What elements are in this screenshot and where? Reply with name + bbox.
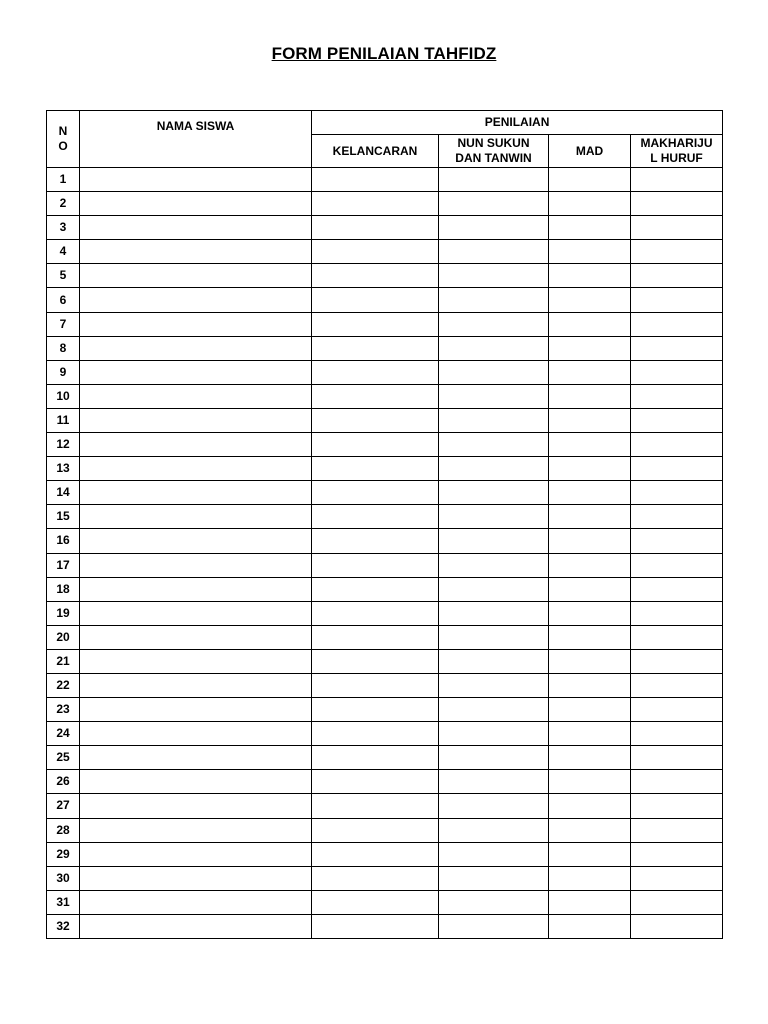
nama-siswa-cell[interactable] <box>80 818 312 842</box>
nama-siswa-cell[interactable] <box>80 433 312 457</box>
nama-siswa-cell[interactable] <box>80 577 312 601</box>
mad-cell[interactable] <box>549 264 631 288</box>
nun-sukun-cell[interactable] <box>439 890 549 914</box>
mad-cell[interactable] <box>549 481 631 505</box>
makhariju-cell[interactable] <box>631 818 723 842</box>
nun-sukun-cell[interactable] <box>439 433 549 457</box>
kelancaran-cell[interactable] <box>312 625 439 649</box>
table-row <box>47 168 723 192</box>
row-number: 2 <box>47 192 80 216</box>
makhariju-cell[interactable] <box>631 746 723 770</box>
nun-sukun-cell[interactable] <box>439 577 549 601</box>
mad-cell[interactable] <box>549 577 631 601</box>
nama-siswa-cell[interactable] <box>80 168 312 192</box>
kelancaran-cell[interactable] <box>312 384 439 408</box>
table-row <box>47 336 723 360</box>
table-row <box>47 866 723 890</box>
kelancaran-cell[interactable] <box>312 264 439 288</box>
kelancaran-cell[interactable] <box>312 240 439 264</box>
nun-sukun-cell[interactable] <box>439 360 549 384</box>
row-number: 24 <box>47 722 80 746</box>
kelancaran-cell[interactable] <box>312 336 439 360</box>
nun-sukun-cell[interactable] <box>439 698 549 722</box>
makhariju-cell[interactable] <box>631 384 723 408</box>
row-number: 13 <box>47 457 80 481</box>
table-row <box>47 264 723 288</box>
row-number: 21 <box>47 649 80 673</box>
nun-sukun-cell[interactable] <box>439 336 549 360</box>
mad-cell[interactable] <box>549 336 631 360</box>
kelancaran-cell[interactable] <box>312 288 439 312</box>
row-number: 1 <box>47 168 80 192</box>
nun-sukun-cell[interactable] <box>439 216 549 240</box>
nama-siswa-cell[interactable] <box>80 360 312 384</box>
nun-sukun-cell[interactable] <box>439 649 549 673</box>
kelancaran-cell[interactable] <box>312 312 439 336</box>
row-number: 23 <box>47 698 80 722</box>
mad-cell[interactable] <box>549 312 631 336</box>
makhariju-cell[interactable] <box>631 312 723 336</box>
kelancaran-cell[interactable] <box>312 601 439 625</box>
mad-cell[interactable] <box>549 192 631 216</box>
mad-cell[interactable] <box>549 866 631 890</box>
makhariju-cell[interactable] <box>631 601 723 625</box>
mad-cell[interactable] <box>549 722 631 746</box>
kelancaran-cell[interactable] <box>312 914 439 938</box>
nama-siswa-cell[interactable] <box>80 770 312 794</box>
header-penilaian: PENILAIAN <box>312 111 723 135</box>
nama-siswa-cell[interactable] <box>80 601 312 625</box>
makhariju-cell[interactable] <box>631 698 723 722</box>
nun-sukun-cell[interactable] <box>439 312 549 336</box>
row-number: 9 <box>47 360 80 384</box>
nama-siswa-cell[interactable] <box>80 336 312 360</box>
row-number: 11 <box>47 408 80 432</box>
mad-cell[interactable] <box>549 601 631 625</box>
nama-siswa-cell[interactable] <box>80 794 312 818</box>
nun-sukun-cell[interactable] <box>439 553 549 577</box>
makhariju-cell[interactable] <box>631 794 723 818</box>
mad-cell[interactable] <box>549 240 631 264</box>
row-number: 29 <box>47 842 80 866</box>
kelancaran-cell[interactable] <box>312 505 439 529</box>
table-row <box>47 360 723 384</box>
nama-siswa-cell[interactable] <box>80 481 312 505</box>
makhariju-cell[interactable] <box>631 842 723 866</box>
table-row <box>47 601 723 625</box>
assessment-table <box>46 110 723 939</box>
makhariju-cell[interactable] <box>631 890 723 914</box>
row-number: 5 <box>47 264 80 288</box>
nun-sukun-cell[interactable] <box>439 866 549 890</box>
kelancaran-cell[interactable] <box>312 553 439 577</box>
nama-siswa-cell[interactable] <box>80 914 312 938</box>
mad-cell[interactable] <box>549 168 631 192</box>
kelancaran-cell[interactable] <box>312 698 439 722</box>
makhariju-cell[interactable] <box>631 649 723 673</box>
mad-cell[interactable] <box>549 216 631 240</box>
mad-cell[interactable] <box>549 746 631 770</box>
mad-cell[interactable] <box>549 529 631 553</box>
nun-sukun-cell[interactable] <box>439 673 549 697</box>
mad-cell[interactable] <box>549 360 631 384</box>
mad-cell[interactable] <box>549 384 631 408</box>
nama-siswa-cell[interactable] <box>80 649 312 673</box>
row-number: 6 <box>47 288 80 312</box>
kelancaran-cell[interactable] <box>312 168 439 192</box>
makhariju-cell[interactable] <box>631 168 723 192</box>
makhariju-cell[interactable] <box>631 505 723 529</box>
row-number: 15 <box>47 505 80 529</box>
mad-cell[interactable] <box>549 890 631 914</box>
nun-sukun-cell[interactable] <box>439 818 549 842</box>
table-row <box>47 577 723 601</box>
kelancaran-cell[interactable] <box>312 457 439 481</box>
nun-sukun-cell[interactable] <box>439 192 549 216</box>
table-row <box>47 457 723 481</box>
row-number: 22 <box>47 673 80 697</box>
nama-siswa-cell[interactable] <box>80 264 312 288</box>
mad-cell[interactable] <box>549 673 631 697</box>
makhariju-cell[interactable] <box>631 770 723 794</box>
table-row <box>47 192 723 216</box>
table-row <box>47 481 723 505</box>
mad-cell[interactable] <box>549 914 631 938</box>
nama-siswa-cell[interactable] <box>80 866 312 890</box>
table-row <box>47 649 723 673</box>
nama-siswa-cell[interactable] <box>80 505 312 529</box>
table-row <box>47 673 723 697</box>
makhariju-cell[interactable] <box>631 288 723 312</box>
kelancaran-cell[interactable] <box>312 770 439 794</box>
nun-sukun-cell[interactable] <box>439 288 549 312</box>
mad-cell[interactable] <box>549 408 631 432</box>
kelancaran-cell[interactable] <box>312 794 439 818</box>
row-number: 3 <box>47 216 80 240</box>
mad-cell[interactable] <box>549 433 631 457</box>
table-row <box>47 625 723 649</box>
kelancaran-cell[interactable] <box>312 818 439 842</box>
header-row-1 <box>47 111 723 135</box>
nama-siswa-cell[interactable] <box>80 625 312 649</box>
mad-cell[interactable] <box>549 553 631 577</box>
row-number: 31 <box>47 890 80 914</box>
nama-siswa-cell[interactable] <box>80 384 312 408</box>
nama-siswa-cell[interactable] <box>80 408 312 432</box>
makhariju-cell[interactable] <box>631 192 723 216</box>
table-row <box>47 794 723 818</box>
nama-siswa-cell[interactable] <box>80 842 312 866</box>
table-row <box>47 529 723 553</box>
table-row <box>47 746 723 770</box>
nama-siswa-cell[interactable] <box>80 457 312 481</box>
makhariju-cell[interactable] <box>631 433 723 457</box>
makhariju-cell[interactable] <box>631 914 723 938</box>
row-number: 8 <box>47 336 80 360</box>
mad-cell[interactable] <box>549 457 631 481</box>
nama-siswa-cell[interactable] <box>80 553 312 577</box>
makhariju-cell[interactable] <box>631 360 723 384</box>
nun-sukun-cell[interactable] <box>439 240 549 264</box>
nun-sukun-cell[interactable] <box>439 457 549 481</box>
nama-siswa-cell[interactable] <box>80 673 312 697</box>
makhariju-cell[interactable] <box>631 336 723 360</box>
mad-cell[interactable] <box>549 625 631 649</box>
row-number: 16 <box>47 529 80 553</box>
mad-cell[interactable] <box>549 794 631 818</box>
nun-sukun-cell[interactable] <box>439 408 549 432</box>
header-nama-siswa: NAMA SISWA <box>80 111 312 168</box>
table-row <box>47 312 723 336</box>
nun-sukun-cell[interactable] <box>439 601 549 625</box>
nama-siswa-cell[interactable] <box>80 890 312 914</box>
mad-cell[interactable] <box>549 649 631 673</box>
form-title: FORM PENILAIAN TAHFIDZ <box>271 44 497 63</box>
mad-cell[interactable] <box>549 818 631 842</box>
table-row <box>47 240 723 264</box>
nama-siswa-cell[interactable] <box>80 312 312 336</box>
kelancaran-cell[interactable] <box>312 649 439 673</box>
nama-siswa-cell[interactable] <box>80 216 312 240</box>
makhariju-cell[interactable] <box>631 673 723 697</box>
nama-siswa-cell[interactable] <box>80 698 312 722</box>
table-row <box>47 433 723 457</box>
nun-sukun-cell[interactable] <box>439 770 549 794</box>
table-row <box>47 890 723 914</box>
row-number: 25 <box>47 746 80 770</box>
kelancaran-cell[interactable] <box>312 722 439 746</box>
makhariju-cell[interactable] <box>631 722 723 746</box>
kelancaran-cell[interactable] <box>312 481 439 505</box>
table-row <box>47 408 723 432</box>
mad-cell[interactable] <box>549 770 631 794</box>
kelancaran-cell[interactable] <box>312 842 439 866</box>
table-row <box>47 842 723 866</box>
makhariju-cell[interactable] <box>631 553 723 577</box>
mad-cell[interactable] <box>549 842 631 866</box>
table-body <box>47 168 723 939</box>
row-number: 18 <box>47 577 80 601</box>
row-number: 32 <box>47 914 80 938</box>
table-row <box>47 722 723 746</box>
row-number: 14 <box>47 481 80 505</box>
nama-siswa-cell[interactable] <box>80 529 312 553</box>
row-number: 17 <box>47 553 80 577</box>
kelancaran-cell[interactable] <box>312 408 439 432</box>
nun-sukun-cell[interactable] <box>439 914 549 938</box>
nama-siswa-cell[interactable] <box>80 722 312 746</box>
header-makhariju: MAKHARIJU L HURUF <box>631 135 723 168</box>
makhariju-cell[interactable] <box>631 408 723 432</box>
table-row <box>47 553 723 577</box>
row-number: 26 <box>47 770 80 794</box>
kelancaran-cell[interactable] <box>312 529 439 553</box>
nama-siswa-cell[interactable] <box>80 746 312 770</box>
kelancaran-cell[interactable] <box>312 890 439 914</box>
row-number: 4 <box>47 240 80 264</box>
table-row <box>47 505 723 529</box>
kelancaran-cell[interactable] <box>312 433 439 457</box>
kelancaran-cell[interactable] <box>312 360 439 384</box>
row-number: 12 <box>47 433 80 457</box>
nun-sukun-cell[interactable] <box>439 168 549 192</box>
header-mad: MAD <box>549 135 631 168</box>
nun-sukun-cell[interactable] <box>439 625 549 649</box>
mad-cell[interactable] <box>549 698 631 722</box>
nun-sukun-cell[interactable] <box>439 529 549 553</box>
table-row <box>47 914 723 938</box>
makhariju-cell[interactable] <box>631 577 723 601</box>
nama-siswa-cell[interactable] <box>80 192 312 216</box>
nun-sukun-cell[interactable] <box>439 794 549 818</box>
kelancaran-cell[interactable] <box>312 673 439 697</box>
kelancaran-cell[interactable] <box>312 577 439 601</box>
nun-sukun-cell[interactable] <box>439 505 549 529</box>
makhariju-cell[interactable] <box>631 216 723 240</box>
nun-sukun-cell[interactable] <box>439 842 549 866</box>
makhariju-cell[interactable] <box>631 866 723 890</box>
row-number: 20 <box>47 625 80 649</box>
header-no: N O <box>47 111 80 168</box>
makhariju-cell[interactable] <box>631 457 723 481</box>
nama-siswa-cell[interactable] <box>80 288 312 312</box>
table-row <box>47 818 723 842</box>
table-row <box>47 698 723 722</box>
nun-sukun-cell[interactable] <box>439 384 549 408</box>
header-nun-sukun: NUN SUKUN DAN TANWIN <box>439 135 549 168</box>
nun-sukun-cell[interactable] <box>439 264 549 288</box>
table-row <box>47 216 723 240</box>
row-number: 28 <box>47 818 80 842</box>
makhariju-cell[interactable] <box>631 529 723 553</box>
kelancaran-cell[interactable] <box>312 746 439 770</box>
mad-cell[interactable] <box>549 505 631 529</box>
makhariju-cell[interactable] <box>631 481 723 505</box>
row-number: 27 <box>47 794 80 818</box>
nun-sukun-cell[interactable] <box>439 746 549 770</box>
table-row <box>47 288 723 312</box>
makhariju-cell[interactable] <box>631 625 723 649</box>
table-row <box>47 770 723 794</box>
makhariju-cell[interactable] <box>631 264 723 288</box>
row-number: 30 <box>47 866 80 890</box>
row-number: 7 <box>47 312 80 336</box>
nun-sukun-cell[interactable] <box>439 722 549 746</box>
kelancaran-cell[interactable] <box>312 216 439 240</box>
row-number: 19 <box>47 601 80 625</box>
mad-cell[interactable] <box>549 288 631 312</box>
header-kelancaran: KELANCARAN <box>312 135 439 168</box>
row-number: 10 <box>47 384 80 408</box>
makhariju-cell[interactable] <box>631 240 723 264</box>
kelancaran-cell[interactable] <box>312 192 439 216</box>
kelancaran-cell[interactable] <box>312 866 439 890</box>
table-row <box>47 384 723 408</box>
nun-sukun-cell[interactable] <box>439 481 549 505</box>
nama-siswa-cell[interactable] <box>80 240 312 264</box>
